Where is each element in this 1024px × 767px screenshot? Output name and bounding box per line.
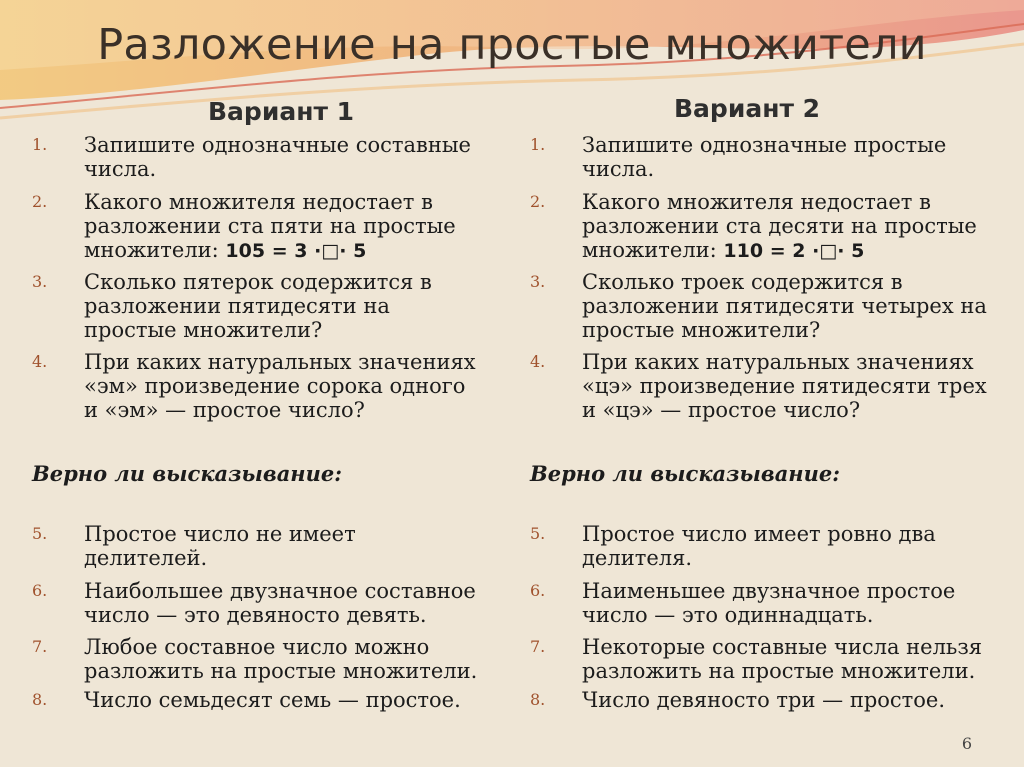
item-text xyxy=(84,133,471,181)
item-text-line: Некоторые составные числа нельзя xyxy=(582,635,983,659)
variant2-header: Вариант 2 xyxy=(674,94,821,123)
item-number: 7. xyxy=(32,637,48,656)
item-text xyxy=(84,522,356,570)
item-text xyxy=(582,579,955,627)
item-number: 3. xyxy=(530,272,546,291)
item-text xyxy=(582,133,946,181)
item-number: 4. xyxy=(32,352,48,371)
item-text xyxy=(582,270,987,342)
item-text-line: множители: 110 = 2 ·□· 5 xyxy=(582,238,865,262)
item-text xyxy=(582,190,977,263)
item-text-line: Простое число имеет ровно два xyxy=(582,522,936,546)
variant1-subheading: Верно ли высказывание: xyxy=(32,461,342,486)
item-text-line: множители: 105 = 3 ·□· 5 xyxy=(84,238,367,262)
item-number: 6. xyxy=(32,581,48,600)
item-text-line: Сколько троек содержится в xyxy=(582,270,903,294)
variant1-column xyxy=(32,0,502,767)
item-text-line: разложении ста пяти на простые xyxy=(84,214,456,238)
item-text xyxy=(582,350,987,422)
item-text-line: простые множители? xyxy=(582,318,821,342)
item-number: 1. xyxy=(530,135,546,154)
item-text-line: Наименьшее двузначное простое xyxy=(582,579,956,603)
item-number: 1. xyxy=(32,135,48,154)
item-text-line: Сколько пятерок содержится в xyxy=(84,270,432,294)
item-text-line: разложении пятидесяти на xyxy=(84,294,390,318)
item-text-line: Наибольшее двузначное составное xyxy=(84,579,476,603)
page-number: 6 xyxy=(961,734,972,753)
item-number: 5. xyxy=(530,524,546,543)
item-number: 6. xyxy=(530,581,546,600)
item-number: 2. xyxy=(32,192,48,211)
item-number: 5. xyxy=(32,524,48,543)
item-text-line: При каких натуральных значениях xyxy=(582,350,974,374)
item-text-line: Запишите однозначные составные xyxy=(84,133,471,157)
item-text xyxy=(582,522,936,570)
item-text xyxy=(84,270,432,342)
item-text-line: число — это девяносто девять. xyxy=(84,603,427,627)
item-text-line: делителей. xyxy=(84,546,208,570)
item-text-line: числа. xyxy=(84,157,157,181)
item-number: 7. xyxy=(530,637,546,656)
item-text-line: Число девяносто три — простое. xyxy=(582,688,946,712)
variant1-header: Вариант 1 xyxy=(208,97,355,126)
item-text-line: числа. xyxy=(582,157,655,181)
item-text-line: Запишите однозначные простые xyxy=(582,133,947,157)
item-text-line: число — это одиннадцать. xyxy=(582,603,874,627)
item-text xyxy=(84,688,461,712)
item-text-line: делителя. xyxy=(582,546,693,570)
variant2-column xyxy=(530,0,1010,767)
item-text-line: «эм» произведение сорока одного xyxy=(84,374,466,398)
item-text-line: Какого множителя недостает в xyxy=(84,190,433,214)
item-text xyxy=(582,635,982,683)
item-number: 3. xyxy=(32,272,48,291)
item-text-line: простые множители? xyxy=(84,318,323,342)
item-text-line: и «эм» — простое число? xyxy=(84,398,365,422)
variant2-subheading: Верно ли высказывание: xyxy=(530,461,840,486)
item-text-line: При каких натуральных значениях xyxy=(84,350,476,374)
item-text xyxy=(84,190,456,263)
item-text-line: разложить на простые множители. xyxy=(582,659,976,683)
item-text-line: разложении пятидесяти четырех на xyxy=(582,294,987,318)
factorization-formula: 105 = 3 ·□· 5 xyxy=(225,240,367,262)
item-text xyxy=(84,635,477,683)
item-number: 8. xyxy=(32,690,48,709)
item-text-line: разложении ста десяти на простые xyxy=(582,214,977,238)
item-text-line: разложить на простые множители. xyxy=(84,659,478,683)
page-title: Разложение на простые множители xyxy=(97,20,927,70)
item-text-line: Число семьдесят семь — простое. xyxy=(84,688,461,712)
item-text xyxy=(582,688,945,712)
item-text xyxy=(84,350,476,422)
item-text-line: «цэ» произведение пятидесяти трех xyxy=(582,374,987,398)
item-number: 2. xyxy=(530,192,546,211)
item-text-line: Какого множителя недостает в xyxy=(582,190,931,214)
factorization-formula: 110 = 2 ·□· 5 xyxy=(723,240,865,262)
item-text-line: и «цэ» — простое число? xyxy=(582,398,861,422)
item-text-line: Любое составное число можно xyxy=(84,635,430,659)
item-text-line: Простое число не имеет xyxy=(84,522,356,546)
item-text xyxy=(84,579,476,627)
item-number: 4. xyxy=(530,352,546,371)
item-number: 8. xyxy=(530,690,546,709)
